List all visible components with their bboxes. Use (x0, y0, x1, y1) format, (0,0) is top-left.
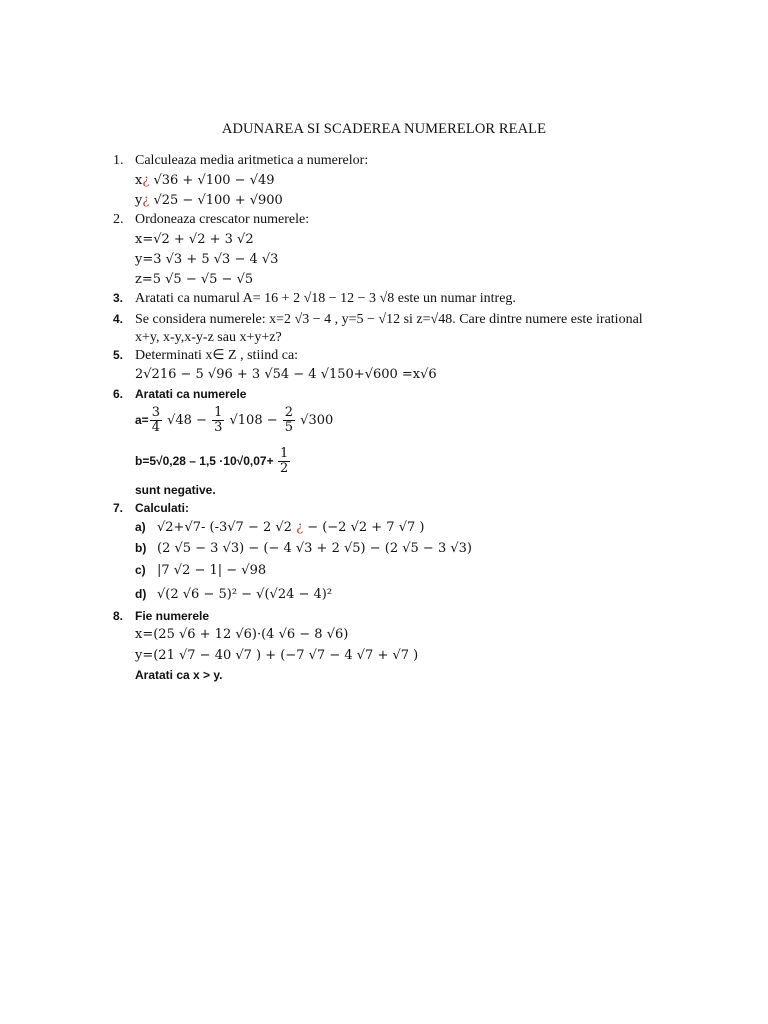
subexercise-c: c) |7 √2 − 1| − √98 (135, 563, 267, 578)
exercise-conclusion: sunt negative. (135, 483, 216, 497)
exercise-text: Ordoneaza crescator numerele: (135, 212, 310, 227)
exercise-continuation: x+y, x-y,x-y-z sau x+y+z? (135, 330, 282, 345)
subexercise-b: b) (2 √5 − 3 √3) − (− 4 √3 + 2 √5) − (2 √5 − 3 √3) (135, 541, 472, 556)
expression-b: b=5√0,28 – 1,5 ·10√0,07+ $\frac{1}{2}$ (135, 446, 289, 476)
exercise-text: Calculeaza media aritmetica a numerelor: (135, 153, 369, 168)
exercise-conclusion: Aratati ca x > y. (135, 668, 223, 682)
exercise-number: 5. (113, 348, 124, 362)
exercise-text: Determinati x∈ Z , stiind ca: (135, 348, 299, 363)
subexercise-d: d) √(2 √6 − 5)² − √(√24 − 4)² (135, 587, 333, 602)
exercise-number: 3. (113, 291, 124, 305)
equation: 2√216 − 5 √96 + 3 √54 − 4 √150+√600 =x√6 (135, 367, 437, 382)
exercise-number: 6. (113, 387, 124, 401)
expression-x: x=(25 √6 + 12 √6)·(4 √6 − 8 √6) (135, 627, 349, 642)
subexercise-a: a) √2+√7- (-3√7 − 2 √2 ¿ − (−2 √2 + 7 √7 ) (135, 520, 425, 535)
expression-y: y¿ √25 − √100 + √900 (135, 193, 283, 208)
exercise-text: Aratati ca numarul A= 16 + 2 √18 − 12 − 3 √8 este un numar intreg. (135, 291, 516, 306)
exercise-number: 2. (113, 212, 124, 227)
exercise-text: Fie numerele (135, 609, 210, 623)
exercise-number: 7. (113, 501, 124, 515)
expression-z: z=5 √5 − √5 − √5 (135, 272, 254, 287)
exercise-text: Calculati: (135, 501, 190, 515)
expression-y: y=3 √3 + 5 √3 − 4 √3 (135, 252, 279, 267)
document-title: ADUNAREA SI SCADEREA NUMERELOR REALE (221, 121, 547, 137)
exercise-number: 1. (113, 153, 124, 168)
exercise-text: Aratati ca numerele (135, 387, 247, 401)
expression-x: x=√2 + √2 + 3 √2 (135, 232, 254, 247)
expression-y: y=(21 √7 − 40 √7 ) + (−7 √7 − 4 √7 + √7 ) (135, 648, 419, 663)
exercise-number: 4. (113, 312, 124, 326)
exercise-text: Se considera numerele: x=2 √3 − 4 , y=5 − √12 si z=√48. Care dintre numere este irational (135, 312, 643, 327)
exercise-number: 8. (113, 609, 124, 623)
expression-a: a= $\frac{3}{4}$ √48 − $\frac{1}{3}$ √108 − $\frac{2}{5}$ √300 (135, 405, 334, 435)
expression-x: x¿ √36 + √100 − √49 (135, 173, 275, 188)
